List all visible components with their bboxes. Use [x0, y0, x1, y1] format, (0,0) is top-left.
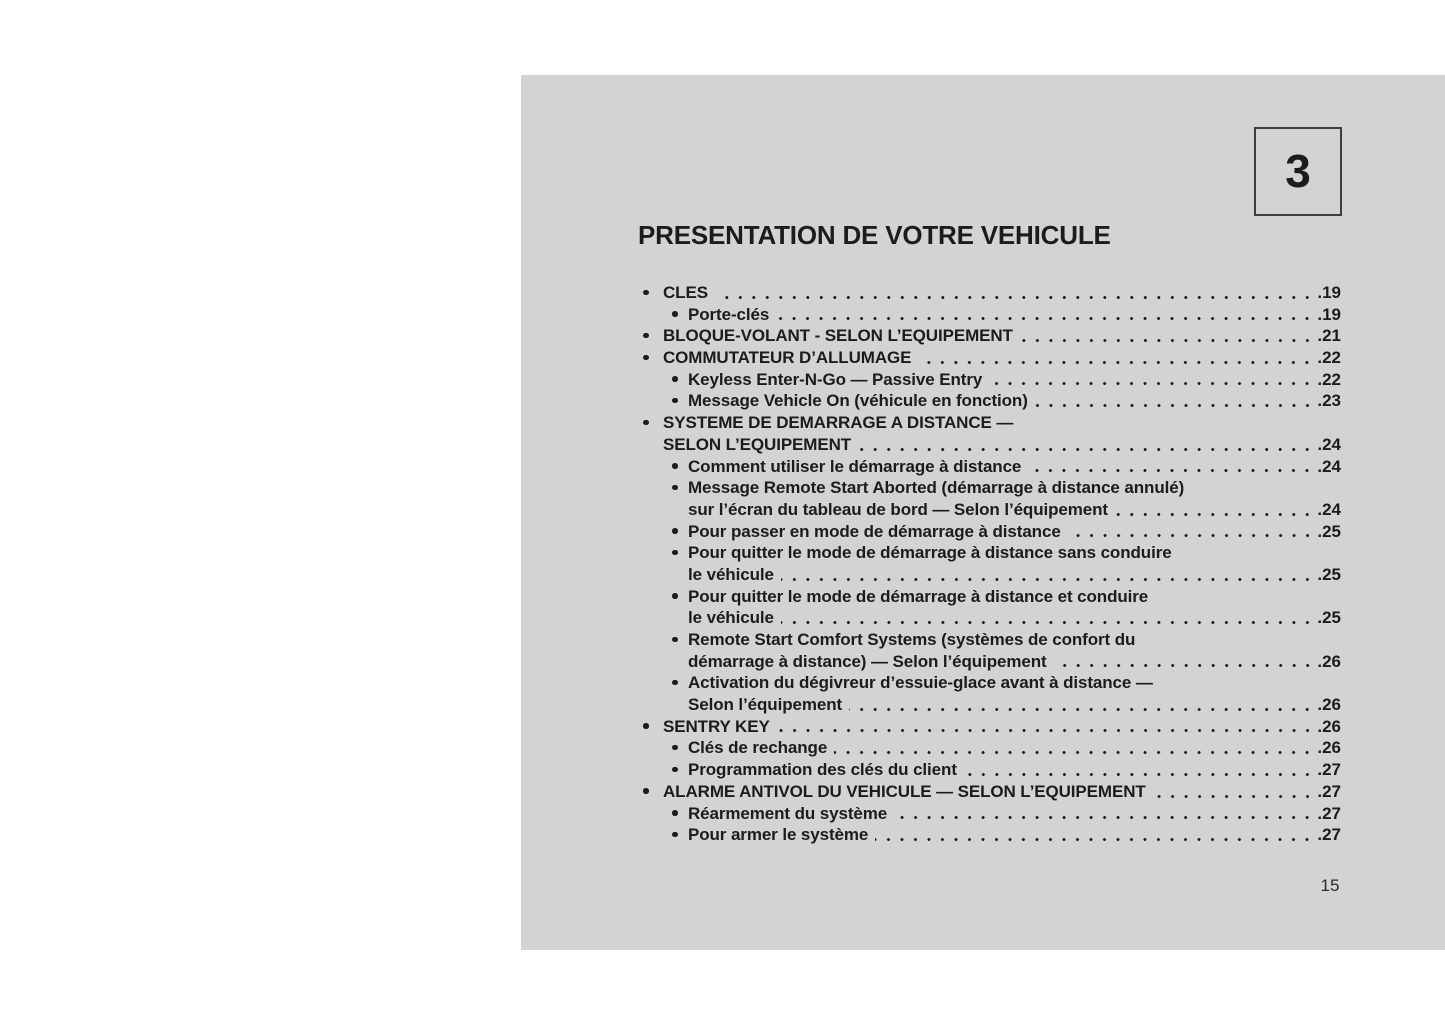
toc-page-number: . 19	[1315, 282, 1341, 304]
leader-dots	[858, 447, 1314, 452]
toc-entry-label: ALARME ANTIVOL DU VEHICULE — SELON L’EQUIPEMENT	[663, 781, 1146, 801]
toc-page-number: . 27	[1315, 759, 1341, 781]
toc-page-number: . 27	[1315, 781, 1341, 803]
toc-entry-label: COMMUTATEUR D’ALLUMAGE	[663, 348, 912, 368]
toc-gutter	[643, 347, 663, 369]
leader-dots	[715, 295, 1314, 300]
bullet-icon	[672, 593, 678, 599]
toc-entry-line	[521, 607, 1341, 629]
leader-dots	[776, 316, 1314, 321]
toc-page-number: . 26	[1315, 716, 1341, 738]
toc-gutter	[672, 737, 688, 759]
toc-gutter	[672, 369, 688, 391]
chapter-number-box	[1254, 127, 1342, 216]
toc-entry-line	[521, 629, 1341, 651]
toc-page-number: . 26	[1315, 651, 1341, 673]
bullet-icon	[672, 463, 678, 469]
leader-dots	[918, 360, 1314, 365]
bullet-icon	[643, 723, 649, 729]
leader-dots	[989, 381, 1314, 386]
leader-dots	[781, 620, 1314, 625]
bullet-icon	[643, 355, 649, 361]
toc-gutter	[672, 304, 688, 326]
toc-entry-line	[521, 521, 1341, 543]
toc-entry-label: Comment utiliser le démarrage à distance	[688, 456, 1022, 476]
bullet-icon	[643, 420, 649, 426]
toc-entry-line	[521, 390, 1341, 412]
toc-page-number: . 27	[1315, 803, 1341, 825]
toc-entry-line	[521, 694, 1341, 716]
toc-entry-line	[521, 759, 1341, 781]
leader-dots	[1068, 533, 1314, 538]
leader-dots	[1028, 468, 1314, 473]
toc-page-number: . 19	[1315, 304, 1341, 326]
leader-dots	[834, 750, 1314, 755]
toc-entry-label: SYSTEME DE DEMARRAGE A DISTANCE —	[663, 413, 1014, 433]
toc-entry-label: Message Remote Start Aborted (démarrage à distance annulé)	[688, 478, 1185, 498]
toc-gutter	[643, 781, 663, 803]
toc-gutter	[672, 629, 688, 651]
bullet-icon	[672, 745, 678, 751]
toc-gutter	[643, 412, 663, 434]
toc-entry-label: Remote Start Comfort Systems (systèmes de confort du	[688, 630, 1136, 649]
toc-entry-label: Pour quitter le mode de démarrage à distance sans conduire	[688, 543, 1172, 563]
toc-entry-line	[521, 586, 1341, 608]
toc-entry-label: Keyless Enter-N-Go — Passive Entry	[688, 369, 983, 389]
toc-entry-line	[521, 434, 1341, 456]
toc-entry-line	[521, 542, 1341, 564]
toc-entry-label: Message Vehicle On (véhicule en fonction)	[688, 391, 1028, 411]
toc-gutter	[672, 672, 688, 694]
toc-page-number: . 26	[1315, 737, 1341, 759]
bullet-icon	[672, 637, 678, 643]
toc-entry-label: le véhicule	[688, 564, 774, 584]
toc-entry-label: Réarmement du système	[688, 803, 888, 823]
leader-dots	[1020, 338, 1314, 343]
bullet-icon	[672, 680, 678, 686]
toc-entry-label: CLES	[663, 283, 708, 302]
toc-entry-label: Porte-clés	[688, 304, 770, 324]
toc-entry-line	[521, 824, 1341, 846]
leader-dots	[964, 772, 1314, 777]
toc-entry-label: Selon l’équipement	[688, 695, 843, 715]
toc-entry-line	[521, 803, 1341, 825]
toc-gutter	[672, 521, 688, 543]
toc-page-number: . 22	[1315, 347, 1341, 369]
toc-entry-line	[521, 477, 1341, 499]
toc-entry-label: démarrage à distance) — Selon l’équipement	[688, 651, 1047, 671]
toc-entry-label: le véhicule	[688, 608, 774, 628]
toc-entry-line	[521, 564, 1341, 586]
toc-gutter	[643, 716, 663, 738]
toc-entry-line	[521, 499, 1341, 521]
toc-page-number: . 27	[1315, 824, 1341, 846]
toc-entry-label: Pour armer le système	[688, 825, 869, 845]
leader-dots	[1035, 403, 1314, 408]
toc-entry-label: SELON L’EQUIPEMENT	[663, 434, 852, 454]
bullet-icon	[672, 550, 678, 556]
toc-page-number: . 22	[1315, 369, 1341, 391]
toc-entry-line	[521, 304, 1341, 326]
toc-page-number: . 25	[1315, 564, 1341, 586]
toc-entry-line	[521, 672, 1341, 694]
page-title: PRESENTATION DE VOTRE VEHICULE	[638, 220, 1111, 250]
bullet-icon	[672, 767, 678, 773]
chapter-number: 3	[1285, 144, 1311, 197]
toc-page-number: . 26	[1315, 694, 1341, 716]
leader-dots	[849, 707, 1314, 712]
toc-entry-line	[521, 781, 1341, 803]
leader-dots	[781, 577, 1314, 582]
toc-gutter	[672, 477, 688, 499]
toc-gutter	[672, 542, 688, 564]
bullet-icon	[672, 832, 678, 838]
leader-dots	[1054, 663, 1314, 668]
toc-page-number: . 24	[1315, 499, 1341, 521]
toc-entry-label: SENTRY KEY	[663, 716, 770, 736]
toc-entry-line	[521, 412, 1341, 434]
toc-gutter	[643, 325, 663, 347]
toc-page-number: . 23	[1315, 390, 1341, 412]
page-number: 15	[1320, 876, 1340, 895]
toc-entry-label: Programmation des clés du client	[688, 760, 957, 780]
manual-page	[521, 75, 1445, 950]
toc-gutter	[643, 282, 663, 304]
bullet-icon	[672, 485, 678, 491]
toc-entry-line	[521, 282, 1341, 304]
leader-dots	[1115, 512, 1314, 517]
leader-dots	[777, 728, 1314, 733]
table-of-contents	[521, 282, 1341, 846]
toc-page-number: . 24	[1315, 456, 1341, 478]
toc-entry-line	[521, 716, 1341, 738]
bullet-icon	[672, 528, 678, 534]
toc-page-number: . 24	[1315, 434, 1341, 456]
toc-page-number: . 25	[1315, 607, 1341, 629]
toc-gutter	[672, 759, 688, 781]
bullet-icon	[672, 376, 678, 382]
leader-dots	[875, 837, 1314, 842]
toc-gutter	[672, 586, 688, 608]
toc-entry-label: Pour quitter le mode de démarrage à distance et conduire	[688, 586, 1149, 606]
toc-entry-line	[521, 737, 1341, 759]
bullet-icon	[672, 398, 678, 404]
bullet-icon	[643, 290, 649, 296]
toc-entry-label: Activation du dégivreur d’essuie-glace avant à distance —	[688, 673, 1153, 693]
bullet-icon	[672, 311, 678, 317]
bullet-icon	[672, 810, 678, 816]
bullet-icon	[643, 333, 649, 339]
toc-page-number: . 21	[1315, 325, 1341, 347]
toc-entry-line	[521, 456, 1341, 478]
toc-entry-label: Clés de rechange	[688, 738, 828, 758]
toc-entry-label: Pour passer en mode de démarrage à distance	[688, 521, 1061, 541]
toc-entry-label: BLOQUE-VOLANT - SELON L’EQUIPEMENT	[663, 326, 1013, 346]
leader-dots	[894, 815, 1314, 820]
toc-entry-line	[521, 369, 1341, 391]
toc-gutter	[672, 390, 688, 412]
toc-page-number: . 25	[1315, 521, 1341, 543]
toc-entry-line	[521, 325, 1341, 347]
toc-entry-line	[521, 347, 1341, 369]
toc-gutter	[672, 803, 688, 825]
toc-entry-label: sur l’écran du tableau de bord — Selon l’équipement	[688, 499, 1108, 519]
bullet-icon	[643, 788, 649, 794]
toc-gutter	[672, 824, 688, 846]
toc-gutter	[672, 456, 688, 478]
leader-dots	[1153, 794, 1314, 799]
toc-entry-line	[521, 651, 1341, 673]
